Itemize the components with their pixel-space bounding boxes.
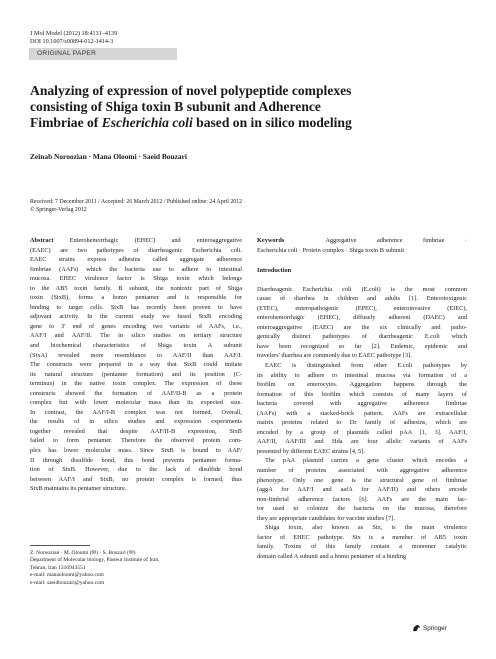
text-line: The constructs were prepared in a way that StxB could imitate — [30, 361, 242, 369]
intro-paragraph — [257, 523, 467, 561]
text-line: The pAA plasmid carries a gene cluster which encodes a — [265, 457, 467, 465]
publisher-logo — [412, 624, 447, 632]
text-line: terminus) in the native toxin complex. The expression of these — [30, 380, 242, 388]
text-line: (aggA for AAF/I and aafA for AAF/II) and others encode — [257, 486, 467, 494]
text-line: (StxA) revealed more resemblance to AAF/II than AAF/I. — [30, 351, 242, 359]
text-line: Diarrheagenic Escherichia coli (E.coli) is the most common — [257, 285, 467, 293]
affiliation-line: Z. Noroozian · M. Oloomi (✉) · S. Bouzari (✉) — [30, 550, 136, 556]
text-line: toxin (StxB), forms a homo pentamer and is responsible for — [30, 294, 242, 302]
text-line: together revealed that despite AAF/II-B expression, StxB — [30, 427, 242, 435]
text-line — [30, 236, 242, 246]
keywords-text: Aggregative adherence fimbriae · — [325, 237, 467, 244]
abstract-label: Abstract — [30, 237, 54, 244]
title-line: Analyzing of expression of novel polypeptide complexes — [30, 83, 352, 98]
text-line: StxB maintains its pentamer structure. — [30, 485, 127, 493]
text-line: EAEC strains express adhesins called aggregate adherence — [30, 256, 242, 264]
text-line: fimbriae (AAFs) which the bacteria use to adhere to intestinal — [30, 265, 242, 273]
intro-paragraph — [257, 361, 467, 456]
text-line: AAF/II, AAF/III and Hda are four allelic variants of AAFs — [257, 438, 467, 446]
text-line: formation of this biofilm which consists of many layers of — [257, 390, 467, 398]
intro-paragraph — [257, 285, 467, 361]
section-heading: Introduction — [257, 267, 292, 275]
publisher-name: Springer — [423, 624, 447, 632]
springer-horse-icon — [412, 624, 421, 632]
copyright-notice: © Springer-Verlag 2012 — [30, 207, 87, 213]
text-line: matrix proteins related to Dr family of adhesins, which are — [257, 419, 467, 427]
text-line: constructs showed the formation of AAF/II-B as a protein — [30, 389, 242, 397]
text-line: they are appropriate candidates for vaccine studies [7]. — [257, 514, 395, 522]
title-species: Escherichia coli — [101, 115, 193, 130]
text-line: biofilm on enterocytes. Aggregation happens through the — [257, 381, 467, 389]
keywords-label: Keywords — [257, 237, 285, 244]
publication-history — [30, 198, 242, 214]
text-line: presented by different EAEC strains [4, 5]. — [257, 447, 365, 455]
author-affiliation — [30, 550, 160, 587]
text-line: have been recognized so far [2]. Endemic, epidemic and — [257, 342, 467, 350]
text-line: to the AB5 toxin family. B subunit, the nontoxic part of Shiga — [30, 284, 242, 292]
text-line: factor of EHEC pathotype. Stx is a member of AB5 toxin — [257, 533, 467, 541]
title-line — [30, 115, 460, 131]
title-line: consisting of Shiga toxin B subunit and Adherence — [30, 99, 321, 114]
title-text: based on in silico modeling — [192, 115, 352, 130]
text-line: bacteria covered with aggregative adherence fimbriae — [257, 400, 467, 408]
text-line: plex has lower molecular mass. Since StxB is bound to AAF/ — [30, 447, 242, 455]
journal-doi: DOI 10.1007/s00894-012-1414-3 — [30, 38, 114, 45]
journal-citation: J Mol Model (2012) 18:4131–4139 — [30, 30, 118, 37]
text-line: II through disulfide bond, this bond prevents pentamer forma- — [30, 456, 242, 464]
text-line: between AAF/I and StxB, no protein complex is formed, thus — [30, 475, 242, 483]
title-text: Fimbriae of — [30, 115, 102, 130]
intro-paragraph — [257, 456, 467, 523]
text-line: tor used to colonize the bacteria on the mucosa, therefore — [257, 505, 467, 513]
text-line: enterohemorrhagic (EHEC), diffusely adherent (DAEC) and — [257, 314, 467, 322]
text-line: genically distinct pathotypes of diarrheagenic E.coli which — [257, 333, 467, 341]
text-line: travelers' diarrhea are commonly due to EAEC pathotype [3]. — [257, 352, 412, 360]
abstract — [30, 236, 242, 494]
text-line: enteroaggregative (EAEC) are the six clinically and patho- — [257, 323, 467, 331]
text-line: complex but with lower molecular mass than its expected size. — [30, 399, 242, 407]
text-line: family. Toxins of this family contain a monomer catalytic — [257, 543, 467, 551]
text-line: non-fimbrial adherence factors [6]. AAFs are the main fac- — [257, 495, 467, 503]
text-line: gene to 3' end of genes encoding two variants of AAFs, i.e., — [30, 322, 242, 330]
footnote-divider — [30, 545, 90, 546]
text-line: EAEC is distinguished from other E.coli pathotypes by — [265, 362, 467, 370]
text-line: AAF/I and AAF/II. The in silico studies on tertiary structure — [30, 332, 242, 340]
article-title — [30, 83, 460, 131]
affiliation-line: Tehran, Iran 1316943551 — [30, 564, 86, 571]
publication-dates: Received: 7 December 2011 / Accepted: 26 March 2012 / Published online: 24 April 2012 — [30, 199, 243, 205]
text-line: its natural structure (pentamer formation) and its position (C- — [30, 370, 242, 378]
affiliation-line: Department of Molecular biology, Pasteur Institute of Iran, — [30, 557, 160, 564]
text-line: cause of diarrhea in children and adults [1]. Enterotoxigenic — [257, 295, 467, 303]
text-line: its ability to adhere to intestinal mucosa via formation of a — [257, 371, 467, 379]
text-line: adjuvant activity. In the current study we fused StxB encoding — [30, 313, 242, 321]
abstract-text: Enterohemorrhagic (EHEC) and enteroaggregative — [53, 237, 242, 244]
keywords-text: Escherichia coli · Protein complex · Shiga toxin B subunit — [257, 246, 405, 254]
text-line: the results of in silico studies and expression experiments — [30, 418, 242, 426]
text-line: (ETEC), enteropathogenic (EPEC), enteroinvasive (EIEC), — [257, 304, 467, 312]
article-type-banner: ORIGINAL PAPER — [29, 48, 177, 60]
affiliation-line: e-mail: saeidbouzari@yahoo.com — [30, 579, 105, 586]
author-list: Zeinab Noroozian · Mana Oloomi · Saeid Bouzari — [30, 152, 187, 161]
text-line: In contrast, the AAF/I-B complex was not formed. Overall, — [30, 408, 242, 416]
text-line: encoded by a group of plasmids called pAA [1, 3]. AAF/I, — [257, 428, 467, 436]
text-line: binding to target cells. StxB has recently been proven to have — [30, 303, 242, 311]
text-line: mucosa. EHEC virulence factor is Shiga toxin which belongs — [30, 275, 242, 283]
text-line: Shiga toxin, also known as Stx, is the main virulence — [265, 524, 467, 532]
text-line: and biochemical characteristics of Shiga toxin A subunit — [30, 342, 242, 350]
text-line: number of proteins associated with aggregative adherence — [257, 467, 467, 475]
abstract-column — [30, 236, 242, 494]
text-line: domain called A subunit and a homo pentamer of a binding — [257, 552, 406, 560]
text-line: (EAEC) are two pathotypes of diarrheagenic Escherichia coli. — [30, 246, 242, 254]
affiliation-line: e-mail: manaoloomi@yahoo.com — [30, 572, 104, 579]
text-line: phenotype. Only one gene is the structural gene of fimbriae — [257, 476, 467, 484]
keywords — [257, 236, 467, 255]
text-line: failed to form pentamer. Therefore the observed protein com- — [30, 437, 242, 445]
right-column — [257, 236, 467, 562]
text-line: (AAFs) with a stacked-brick pattern. AAFs are extracellular — [257, 409, 467, 417]
journal-header — [30, 30, 117, 46]
text-line: tion of StxB. However, due to the lack of disulfide bond — [30, 466, 242, 474]
